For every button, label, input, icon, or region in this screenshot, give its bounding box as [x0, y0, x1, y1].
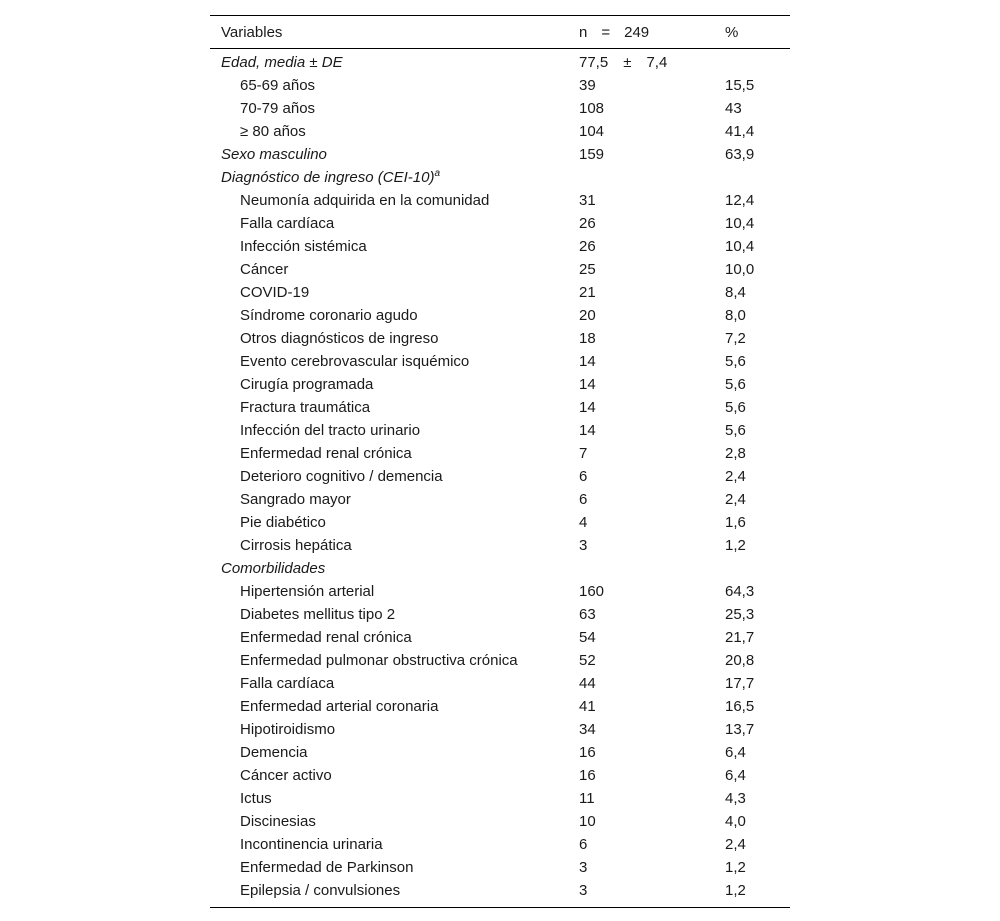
comorbidity-row: [210, 695, 790, 718]
age-group-row-pct: 43: [725, 100, 742, 117]
diagnosis-row-n: 26: [579, 238, 596, 255]
sex-label: Sexo masculino: [221, 146, 327, 163]
comorbidity-row-label: Falla cardíaca: [240, 675, 335, 692]
diagnosis-row-pct: 2,8: [725, 445, 746, 462]
header-row: [210, 16, 790, 49]
diagnosis-section-cell: [210, 166, 568, 189]
comorbidity-row: [210, 741, 790, 764]
age-group-row: [210, 74, 790, 97]
comorbidity-row-pct: 1,2: [725, 859, 746, 876]
comorbidity-row-pct: 2,4: [725, 836, 746, 853]
comorbidity-row-pct: 6,4: [725, 744, 746, 761]
diagnosis-row-pct: 12,4: [725, 192, 755, 209]
diagnosis-row-n: 18: [579, 330, 596, 347]
age-group-row-n: 39: [579, 77, 596, 94]
diagnosis-row-n: 6: [579, 468, 588, 485]
diagnosis-row: [210, 258, 790, 281]
diagnosis-section-label: Diagnóstico de ingreso (CEI-10): [221, 169, 435, 186]
comorbidity-row: [210, 718, 790, 741]
diagnosis-row-n: 7: [579, 445, 588, 462]
header-n-value: 249: [624, 23, 650, 41]
empty-cell: [714, 166, 790, 189]
table-body: [210, 49, 790, 75]
comorbidity-row: [210, 833, 790, 856]
comorbidity-row-n: 6: [579, 836, 588, 853]
diagnosis-row-pct: 7,2: [725, 330, 746, 347]
comorbidity-row-pct: 4,0: [725, 813, 746, 830]
diagnosis-row-label: Pie diabético: [240, 514, 326, 531]
diagnosis-row: [210, 534, 790, 557]
diagnosis-row-label: Infección del tracto urinario: [240, 422, 421, 439]
comorbidity-row: [210, 787, 790, 810]
comorbidity-row-pct: 64,3: [725, 583, 755, 600]
comorbidity-row-label: Enfermedad arterial coronaria: [240, 698, 439, 715]
diagnosis-row: [210, 212, 790, 235]
age-group-row-label: ≥ 80 años: [240, 123, 306, 140]
diagnosis-row-label: Cáncer: [240, 261, 289, 278]
diagnosis-row-pct: 2,4: [725, 491, 746, 508]
diagnosis-row-n: 14: [579, 399, 596, 416]
age-mean: 77,5: [579, 54, 609, 71]
comorbidity-row-label: Enfermedad pulmonar obstructiva crónica: [240, 652, 518, 669]
age-label: Edad, media ± DE: [221, 54, 343, 71]
diagnosis-row-label: Deterioro cognitivo / demencia: [240, 468, 443, 485]
comorbidity-row-pct: 6,4: [725, 767, 746, 784]
diagnosis-row-label: Infección sistémica: [240, 238, 367, 255]
comorbidities-section-label: Comorbilidades: [221, 560, 326, 577]
diagnosis-row: [210, 327, 790, 350]
comorbidity-row: [210, 810, 790, 833]
diagnosis-row-label: Síndrome coronario agudo: [240, 307, 418, 324]
diagnosis-row-pct: 5,6: [725, 376, 746, 393]
comorbidity-row-pct: 17,7: [725, 675, 755, 692]
comorbidity-row-label: Incontinencia urinaria: [240, 836, 383, 853]
diagnosis-row-pct: 10,4: [725, 238, 755, 255]
header-n-eq: =: [601, 23, 611, 41]
comorbidity-row-pct: 16,5: [725, 698, 755, 715]
age-group-row-pct: 15,5: [725, 77, 755, 94]
diagnosis-row-pct: 5,6: [725, 422, 746, 439]
comorbidity-row-label: Epilepsia / convulsiones: [240, 882, 401, 899]
comorbidity-row: [210, 672, 790, 695]
header-n-label: n: [579, 23, 588, 41]
diagnosis-section-row: [210, 166, 790, 189]
comorbidity-row: [210, 626, 790, 649]
diagnosis-row-pct: 1,6: [725, 514, 746, 531]
comorbidity-row-n: 63: [579, 606, 596, 623]
diagnosis-row-label: Otros diagnósticos de ingreso: [240, 330, 439, 347]
diagnosis-row-n: 14: [579, 422, 596, 439]
diagnosis-row: [210, 465, 790, 488]
age-group-row: [210, 97, 790, 120]
diagnosis-row-label: Evento cerebrovascular isquémico: [240, 353, 470, 370]
comorbidity-row: [210, 764, 790, 787]
characteristics-table-container: [210, 15, 790, 908]
comorbidity-row-n: 16: [579, 744, 596, 761]
diagnosis-row-n: 31: [579, 192, 596, 209]
diagnosis-row-label: Fractura traumática: [240, 399, 371, 416]
age-row: [210, 49, 790, 75]
age-group-row: [210, 120, 790, 143]
diagnosis-row: [210, 442, 790, 465]
diagnosis-row-n: 4: [579, 514, 588, 531]
diagnosis-row: [210, 350, 790, 373]
comorbidities-section-body: [210, 557, 790, 580]
comorbidity-row-pct: 13,7: [725, 721, 755, 738]
sex-body: [210, 143, 790, 189]
diagnosis-row: [210, 235, 790, 258]
header-variables: Variables: [221, 23, 283, 41]
comorbidity-row-n: 3: [579, 859, 588, 876]
diagnosis-row-label: COVID-19: [240, 284, 310, 301]
diagnosis-row-label: Cirrosis hepática: [240, 537, 352, 554]
diagnosis-row-pct: 1,2: [725, 537, 746, 554]
diagnosis-row: [210, 304, 790, 327]
comorbidity-row-pct: 4,3: [725, 790, 746, 807]
diagnosis-row-pct: 5,6: [725, 399, 746, 416]
diagnosis-row-pct: 10,4: [725, 215, 755, 232]
comorbidity-row-pct: 20,8: [725, 652, 755, 669]
comorbidity-row-label: Demencia: [240, 744, 308, 761]
age-pm: ±: [623, 54, 632, 71]
comorbidity-row-n: 44: [579, 675, 596, 692]
age-group-row-label: 70-79 años: [240, 100, 316, 117]
empty-cell: [568, 166, 714, 189]
sex-n: 159: [579, 146, 605, 163]
diagnoses-body: [210, 189, 790, 557]
comorbidity-row-pct: 25,3: [725, 606, 755, 623]
comorbidity-row-label: Ictus: [240, 790, 272, 807]
comorbidity-row-pct: 21,7: [725, 629, 755, 646]
comorbidity-row-n: 160: [579, 583, 605, 600]
comorbidity-row-n: 3: [579, 882, 588, 899]
age-sd: 7,4: [646, 54, 668, 71]
diagnosis-row: [210, 396, 790, 419]
comorbidity-row-n: 54: [579, 629, 596, 646]
comorbidity-row: [210, 603, 790, 626]
diagnosis-row: [210, 488, 790, 511]
diagnosis-row-n: 20: [579, 307, 596, 324]
comorbidity-row-n: 41: [579, 698, 596, 715]
comorbidities-section-row: [210, 557, 790, 580]
diagnosis-row: [210, 281, 790, 304]
age-pct-empty: [714, 49, 790, 75]
diagnosis-row-label: Cirugía programada: [240, 376, 374, 393]
diagnosis-row: [210, 511, 790, 534]
comorbidity-row: [210, 879, 790, 908]
diagnosis-row-pct: 10,0: [725, 261, 755, 278]
comorbidity-row-n: 16: [579, 767, 596, 784]
comorbidity-row-label: Hipotiroidismo: [240, 721, 336, 738]
diagnosis-row: [210, 189, 790, 212]
comorbidity-row-label: Diabetes mellitus tipo 2: [240, 606, 396, 623]
comorbidity-row-label: Hipertensión arterial: [240, 583, 375, 600]
header-n: [568, 16, 714, 49]
comorbidity-row: [210, 649, 790, 672]
diagnosis-row-pct: 5,6: [725, 353, 746, 370]
diagnosis-row-n: 6: [579, 491, 588, 508]
comorbidity-row-label: Enfermedad de Parkinson: [240, 859, 414, 876]
diagnosis-row-n: 25: [579, 261, 596, 278]
age-group-row-n: 104: [579, 123, 605, 140]
comorbidity-row-n: 52: [579, 652, 596, 669]
diagnosis-row-label: Sangrado mayor: [240, 491, 351, 508]
comorbidity-row-n: 10: [579, 813, 596, 830]
diagnosis-row-label: Neumonía adquirida en la comunidad: [240, 192, 490, 209]
characteristics-table: [210, 15, 790, 908]
age-mean-sd: [568, 49, 714, 75]
diagnosis-row-n: 26: [579, 215, 596, 232]
age-group-row-pct: 41,4: [725, 123, 755, 140]
age-group-row-label: 65-69 años: [240, 77, 316, 94]
diagnosis-row-pct: 8,4: [725, 284, 746, 301]
comorbidity-row-n: 34: [579, 721, 596, 738]
diagnosis-row-n: 14: [579, 376, 596, 393]
diagnosis-row: [210, 373, 790, 396]
sex-pct: 63,9: [725, 146, 755, 163]
diagnosis-row-n: 21: [579, 284, 596, 301]
diagnosis-row-label: Enfermedad renal crónica: [240, 445, 412, 462]
comorbidity-row: [210, 856, 790, 879]
age-group-row-n: 108: [579, 100, 605, 117]
comorbidity-row-label: Enfermedad renal crónica: [240, 629, 412, 646]
sex-row: [210, 143, 790, 166]
diagnosis-row-n: 14: [579, 353, 596, 370]
comorbidity-row-n: 11: [579, 790, 595, 807]
table-header: [210, 16, 790, 49]
comorbidity-row-pct: 1,2: [725, 882, 746, 899]
header-percent: %: [725, 23, 739, 41]
diagnosis-row-label: Falla cardíaca: [240, 215, 335, 232]
diagnosis-row-pct: 2,4: [725, 468, 746, 485]
empty-cell: [714, 557, 790, 580]
comorbidity-row: [210, 580, 790, 603]
comorbidity-row-label: Cáncer activo: [240, 767, 332, 784]
diagnosis-row-n: 3: [579, 537, 588, 554]
empty-cell: [568, 557, 714, 580]
comorbidity-row-label: Discinesias: [240, 813, 316, 830]
diagnosis-row-pct: 8,0: [725, 307, 746, 324]
age-groups-body: [210, 74, 790, 143]
comorbidities-body: [210, 580, 790, 908]
diagnosis-footnote-marker: a: [434, 168, 440, 179]
diagnosis-row: [210, 419, 790, 442]
